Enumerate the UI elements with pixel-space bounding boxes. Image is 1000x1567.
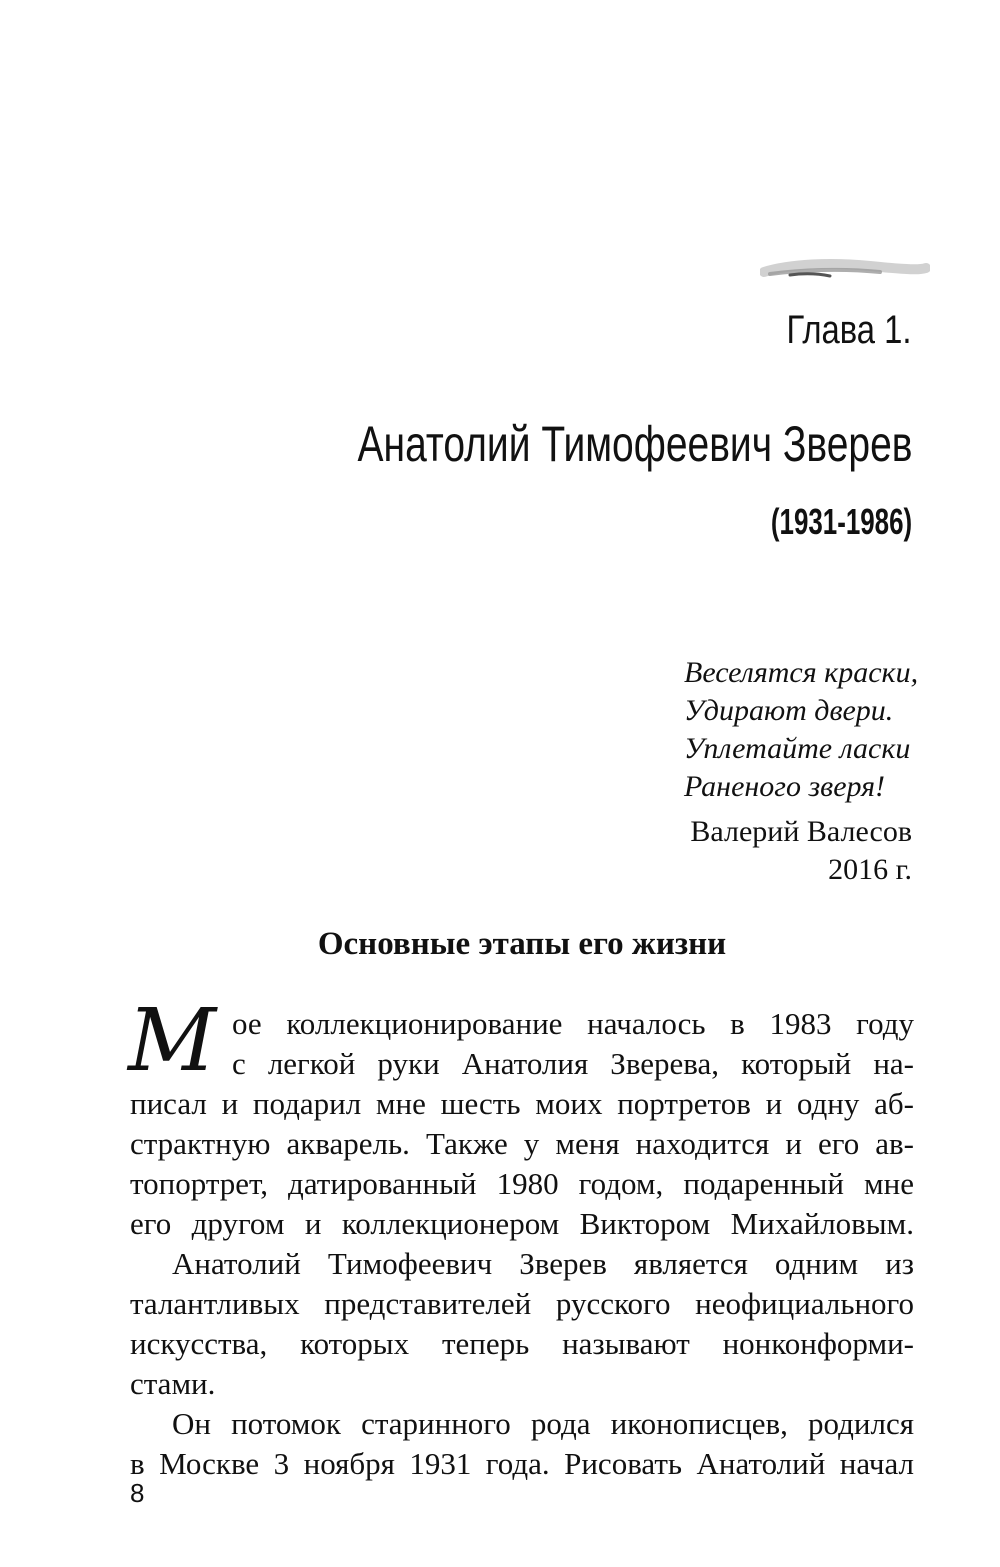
section-heading: Основные этапы его жизни bbox=[317, 926, 727, 962]
body-line: страктную акварель. Также у меня находится и его ав- bbox=[130, 1126, 914, 1161]
epigraph bbox=[684, 654, 924, 806]
epigraph-author: Валерий Валесов bbox=[690, 815, 912, 848]
epigraph-line: Уплетайте ласки bbox=[684, 732, 911, 765]
body-line: стами. bbox=[130, 1366, 216, 1401]
chapter-years: (1931-1986) bbox=[770, 501, 912, 542]
epigraph-line: Удирают двери. bbox=[684, 694, 894, 727]
epigraph-line: Раненого зверя! bbox=[684, 770, 886, 803]
body-line: топортрет, датированный 1980 годом, подаренный мне bbox=[130, 1166, 914, 1201]
body-line: Он потомок старинного рода иконописцев, родился bbox=[172, 1406, 914, 1441]
body-line: его другом и коллекционером Виктором Михайловым. bbox=[130, 1206, 914, 1241]
body-line: искусства, которых теперь называют нонконформи- bbox=[130, 1326, 914, 1361]
body-line: ое коллекционирование началось в 1983 году bbox=[232, 1006, 914, 1041]
body-line: в Москве 3 ноября 1931 года. Рисовать Анатолий начал bbox=[130, 1446, 914, 1481]
page-number: 8 bbox=[130, 1478, 145, 1508]
chapter-label: Глава 1. bbox=[786, 308, 912, 352]
epigraph-year: 2016 г. bbox=[828, 853, 912, 886]
body-line: с легкой руки Анатолия Зверева, который на- bbox=[232, 1046, 914, 1081]
epigraph-attribution bbox=[690, 813, 912, 889]
chapter-title: Анатолий Тимофеевич Зверев bbox=[357, 416, 912, 472]
epigraph-line: Веселятся краски, bbox=[684, 656, 919, 689]
body-line: Анатолий Тимофеевич Зверев является одним из bbox=[172, 1246, 914, 1281]
body-line: талантливых представителей русского неофициального bbox=[130, 1286, 914, 1321]
brush-stroke-ornament bbox=[760, 252, 930, 288]
drop-cap: М bbox=[128, 991, 217, 1091]
body-line: писал и подарил мне шесть моих портретов и одну аб- bbox=[130, 1086, 914, 1121]
